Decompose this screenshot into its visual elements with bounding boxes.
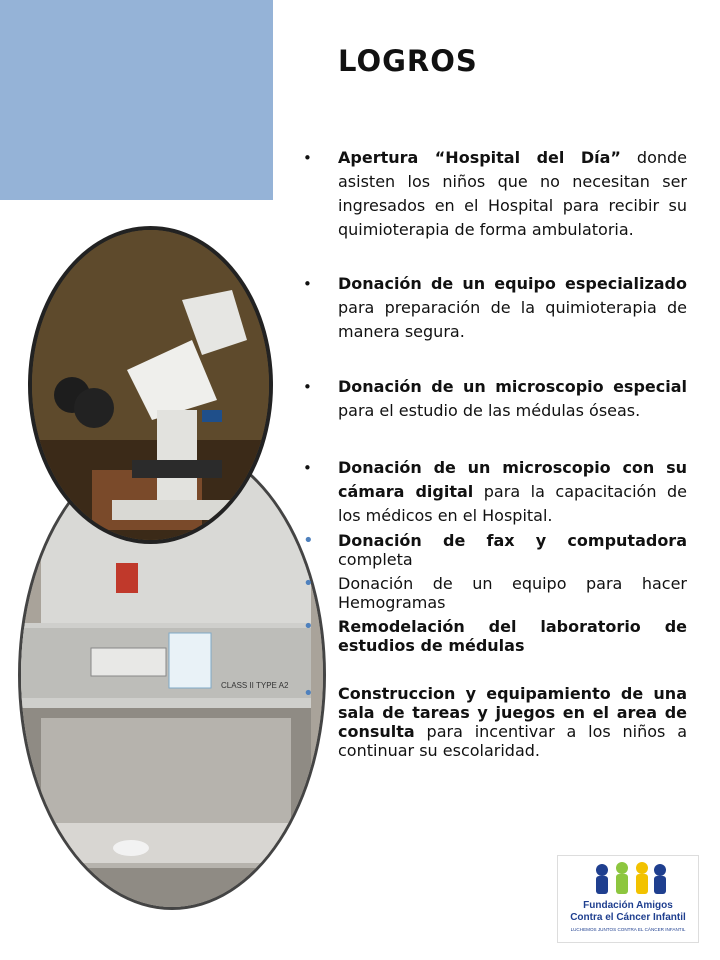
bullet-icon: • [303, 378, 312, 396]
logo-line2: Contra el Cáncer Infantil [570, 912, 686, 923]
list-item [303, 574, 687, 612]
foundation-logo [557, 855, 699, 943]
item-bold: Apertura “Hospital del Día” [338, 148, 621, 167]
item-text: para la capacitación de los médicos en el Hospital. [338, 482, 687, 525]
bullet-icon: • [303, 573, 314, 594]
page-title: LOGROS [338, 44, 478, 78]
bullet-icon: • [303, 459, 312, 477]
decorative-blue-block [0, 0, 273, 200]
item-text: completa [338, 550, 413, 569]
bullet-icon: • [303, 149, 312, 167]
item-text: para incentivar a los niños a continuar su escolaridad. [338, 722, 687, 760]
microscope-photo [28, 226, 273, 544]
list-item [303, 617, 687, 655]
list-item [303, 146, 687, 242]
list-item [303, 375, 687, 423]
item-bold: Remodelación del laboratorio de estudios de médulas [338, 617, 687, 655]
item-bold: Donación de un microscopio especial [338, 377, 687, 396]
bullet-icon: • [303, 275, 312, 293]
cabinet-label: CLASS II TYPE A2 [221, 681, 289, 690]
item-text: para el estudio de las médulas óseas. [338, 401, 641, 420]
logo-tagline: LUCHEMOS JUNTOS CONTRA EL CÁNCER INFANTIL [570, 927, 686, 932]
item-bold: Donación de fax y computadora [338, 531, 687, 550]
bullet-icon: • [303, 616, 314, 637]
item-text: para preparación de la quimioterapia de manera segura. [338, 298, 687, 341]
item-text: donde asisten los niños que no necesitan ser ingresados en el Hospital para recibir su quimioterapia de forma ambulatoria. [338, 148, 688, 239]
item-bold: Construccion y equipamiento de una sala de tareas y juegos en el area de consulta [338, 684, 687, 741]
bullet-icon: • [303, 683, 314, 704]
children-figures-icon [596, 862, 666, 894]
logo-line1: Fundación Amigos [583, 900, 673, 911]
item-bold: Donación de un microscopio con su cámara digital [338, 458, 687, 501]
list-item [303, 456, 687, 528]
bullet-icon: • [303, 530, 314, 551]
item-text: Donación de un equipo para hacer Hemogramas [338, 574, 687, 612]
item-bold: Donación de un equipo especializado [338, 274, 687, 293]
list-item [303, 272, 687, 344]
list-item [303, 531, 687, 569]
list-item [303, 684, 687, 760]
